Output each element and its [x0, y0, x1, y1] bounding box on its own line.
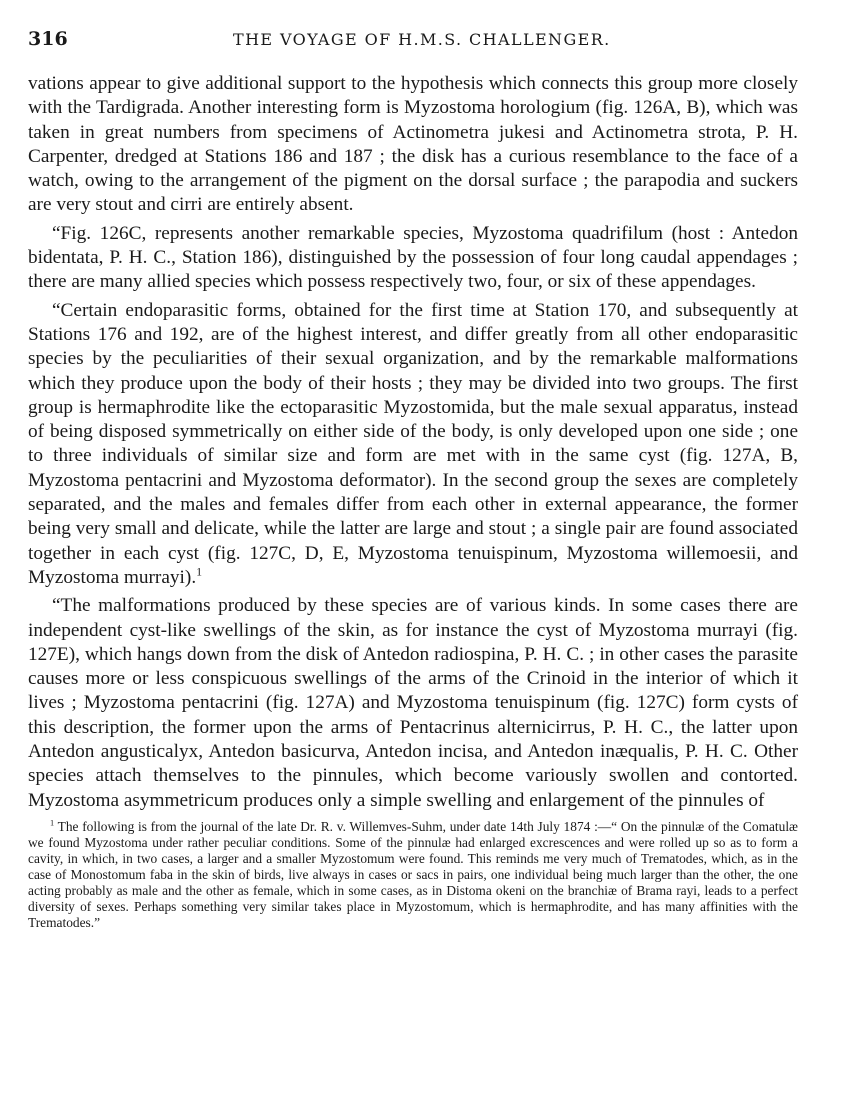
paragraph: “Certain endoparasitic forms, obtained for the first time at Station 170, and subsequently at Stations 176 and 192, are of the highest interest, and differ greatly from all other endoparasitic species by the peculiarities of their sexual organization, and by the remarkable malformations which they produce upon the body of their hosts ; they may be divided into two groups. The first group is hermaphrodite like the ectoparasitic Myzostomida, but the male sexual apparatus, instead of being disposed symmetrically on either side of the body, is only developed upon one side ; one to three individuals of similar size and form are met with in the same cyst (fig. 127A, B, Myzostoma pentacrini and Myzostoma deformator). In the second group the sexes are completely separated, and the males and females differ from each other in external appearance, the former being very small and delicate, while the latter are large and stout ; a single pair are found associated together in each cyst (fig. 127C, D, E, Myzostoma tenuispinum, Myzostoma willemoesii, and Myzostoma murrayi).$^1$	[28, 299, 798, 588]
footnote	[28, 819, 798, 931]
paragraph: “Fig. 126C, represents another remarkable species, Myzostoma quadrifilum (host : Antedon bidentata, P. H. C., Station 186), distinguished by the possession of four long caudal appendages ; there are many allied species which possess respectively two, four, or six of these appendages.	[28, 222, 798, 293]
document-page	[28, 28, 798, 931]
footnote-marker: 1	[50, 818, 55, 828]
running-title: THE VOYAGE OF H.M.S. CHALLENGER.	[233, 30, 611, 49]
page-number: 316	[28, 28, 68, 50]
body-text	[28, 72, 798, 813]
paragraph: “The malformations produced by these species are of various kinds. In some cases there are independent cyst-like swellings of the skin, as for instance the cyst of Myzostoma murrayi (fig. 127E), which hangs down from the disk of Antedon radiospina, P. H. C. ; in other cases the parasite causes more or less conspicuous swellings of the arms of the Crinoid in the interior of which it lives ; Myzostoma pentacrini (fig. 127A) and Myzostoma tenuispinum (fig. 127C) form cysts of this description, the former upon the arms of Pentacrinus alternicirrus, P. H. C., the latter upon Antedon angusticalyx, Antedon basicurva, Antedon incisa, and Antedon inæqualis, P. H. C. Other species attach themselves to the pinnules, which become variously swollen and contorted. Myzostoma asymmetricum produces only a simple swelling and enlargement of the pinnules of	[28, 595, 798, 811]
footnote-text: The following is from the journal of the late Dr. R. v. Willemves-Suhm, under date 14th July 1874 :—“ On the pinnulæ of the Comatulæ we found Myzostoma under rather peculiar conditions. Some of the pinnulæ had enlarged excrescences and were rolled up so as to form a cavity, in which, in two cases, a larger and a smaller Myzostomum were found. This reminds me very much of Trematodes, which, as in the case of Monostomum faba in the skin of birds, live always in cases or sacs in pairs, one individual being much larger than the other, the one acting probably as male and the other as female, which in some cases, as in Distoma okeni on the branchiæ of Brama rayi, leads to a perfect diversity of sexes. Perhaps something very similar takes place in Myzostomum, which is hermaphrodite, and has many affinities with the Trematodes.”	[28, 818, 798, 930]
paragraph: vations appear to give additional support to the hypothesis which connects this group more closely with the Tardigrada. Another interesting form is Myzostoma horologium (fig. 126A, B), which was taken in great numbers from specimens of Actinometra jukesi and Actinometra strota, P. H. Carpenter, dredged at Stations 186 and 187 ; the disk has a curious resemblance to the face of a watch, owing to the arrangement of the pigment on the dorsal surface ; the parapodia and suckers are very stout and cirri are entirely absent.	[28, 73, 798, 216]
footnote-reference: 1	[196, 564, 203, 579]
footnotes	[28, 819, 798, 931]
page-header	[28, 28, 798, 64]
